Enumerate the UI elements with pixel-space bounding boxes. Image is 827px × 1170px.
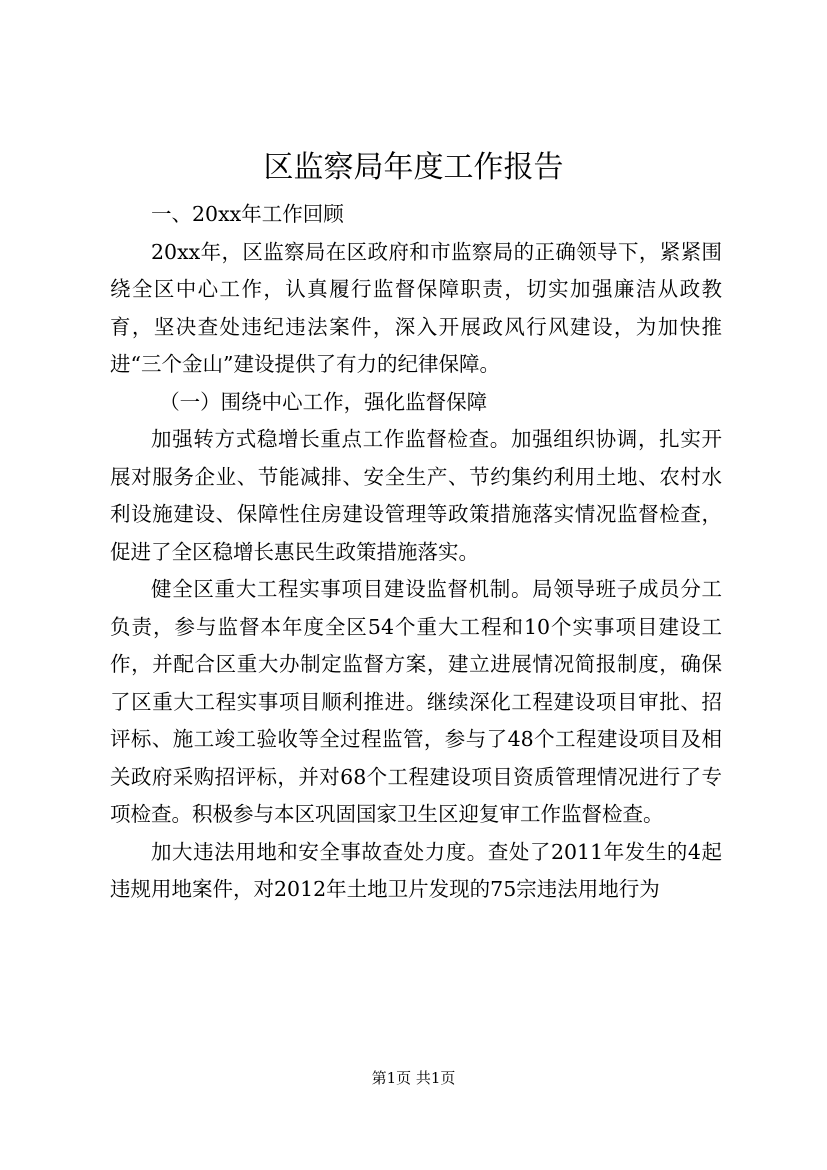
body-paragraph: 加强转方式稳增长重点工作监督检查。加强组织协调，扎实开展对服务企业、节能减排、安全生产、节约集约利用土地、农村水利设施建设、保障性住房建设管理等政策措施落实情况监督检查，促进了全区稳增长惠民生政策措施落实。 (110, 427, 722, 564)
document-body (110, 196, 722, 909)
body-paragraph: 20xx年，区监察局在区政府和市监察局的正确领导下，紧紧围绕全区中心工作，认真履行监督保障职责，切实加强廉洁从政教育，坚决查处违纪违法案件，深入开展政风行风建设，为加快推进“三个金山”建设提供了有力的纪律保障。 (110, 239, 722, 376)
document-title: 区监察局年度工作报告 (263, 150, 564, 185)
page-number-footer: 第1页 共1页 (371, 1069, 456, 1087)
section-heading: 一、20xx年工作回顾 (151, 202, 344, 226)
body-paragraph: 加大违法用地和安全事故查处力度。查处了2011年发生的4起违规用地案件，对2012年土地卫片发现的75宗违法用地行为 (110, 839, 722, 901)
body-paragraph: 健全区重大工程实事项目建设监督机制。局领导班子成员分工负责，参与监督本年度全区54个重大工程和10个实事项目建设工作，并配合区重大办制定监督方案，建立进展情况简报制度，确保了区重大工程实事项目顺利推进。继续深化工程建设项目审批、招评标、施工竣工验收等全过程监管，参与了48个工程建设项目及相关政府采购招评标，并对68个工程建设项目资质管理情况进行了专项检查。积极参与本区巩固国家卫生区迎复审工作监督检查。 (110, 577, 722, 826)
subsection-heading: （一）围绕中心工作，强化监督保障 (159, 389, 488, 414)
